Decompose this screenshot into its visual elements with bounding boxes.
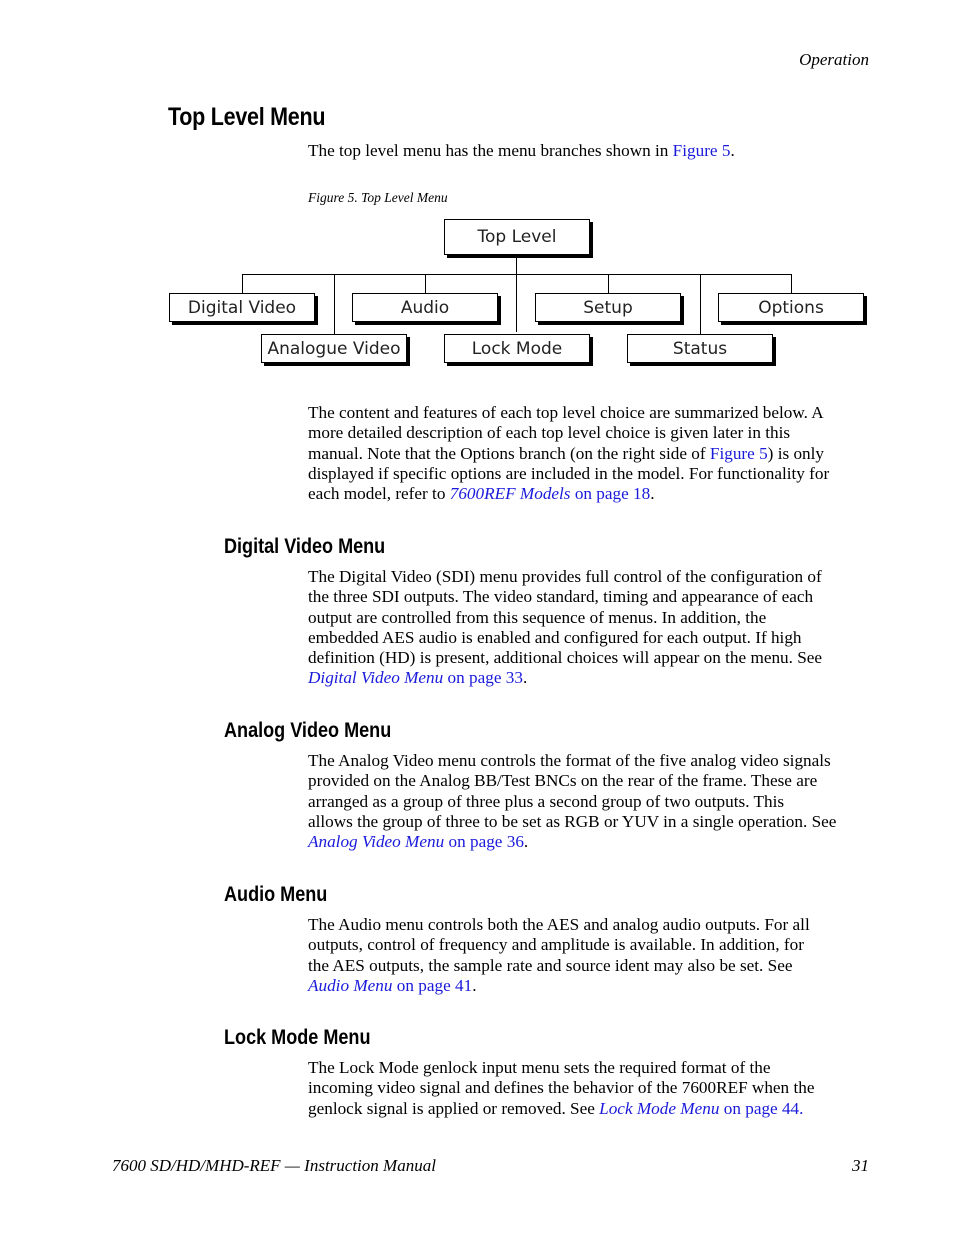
models-page-link[interactable]: 7600REF Models on page 18 bbox=[449, 484, 651, 504]
lock-mode-paragraph: The Lock Mode genlock input menu sets the required format of the incoming video signal and defines the behavior of the 7600REF when the genlock signal is applied or removed. See Lock Mode Menu on page 44. bbox=[308, 1058, 815, 1118]
menu-box-status: Status bbox=[627, 334, 773, 363]
figure-5-link[interactable]: Figure 5 bbox=[672, 141, 731, 160]
menu-box-setup: Setup bbox=[535, 293, 681, 322]
analog-video-paragraph: The Analog Video menu controls the format of the five analog video signals provided on the Analog BB/Test BNCs on the rear of the frame. These are arranged as a group of three plus a second group of two outputs. This allows the group of three to be set as RGB or YUV in a single operation. See Analog Video Menu on page 36. bbox=[308, 751, 837, 852]
footer-manual-title: 7600 SD/HD/MHD-REF — Instruction Manual bbox=[112, 1156, 436, 1175]
intro-paragraph: The top level menu has the menu branches shown in Figure 5. bbox=[308, 141, 735, 160]
menu-box-options: Options bbox=[718, 293, 864, 322]
menu-box-audio: Audio bbox=[352, 293, 498, 322]
analog-video-menu-link[interactable]: Analog Video Menu on page 36 bbox=[308, 832, 524, 852]
figure-5-link[interactable]: Figure 5 bbox=[709, 443, 768, 463]
figure-caption: Figure 5. Top Level Menu bbox=[308, 190, 448, 205]
section-heading-analog-video: Analog Video Menu bbox=[224, 719, 392, 742]
footer-page-number: 31 bbox=[852, 1156, 869, 1175]
section-heading-audio: Audio Menu bbox=[224, 883, 328, 906]
audio-menu-link[interactable]: Audio Menu on page 41 bbox=[308, 975, 473, 995]
page-title: Top Level Menu bbox=[168, 103, 326, 131]
menu-box-top-level: Top Level bbox=[444, 219, 590, 255]
section-heading-digital-video: Digital Video Menu bbox=[224, 535, 386, 558]
audio-paragraph: The Audio menu controls both the AES and analog audio outputs. For all outputs, control of frequency and amplitude is available. In addition, for the AES outputs, the sample rate and source ident may also be set. See Audio Menu on page 41. bbox=[308, 915, 810, 995]
digital-video-menu-link[interactable]: Digital Video Menu on page 33 bbox=[308, 668, 523, 688]
running-header: Operation bbox=[799, 50, 869, 69]
summary-paragraph: The content and features of each top level choice are summarized below. A more detailed description of each top level choice is given later in this manual. Note that the Options branch (on the right side of Figure 5) is only displayed if specific options are included in the model. For functionality for each model, refer to 7600REF Models on page 18. bbox=[308, 403, 830, 504]
menu-tree-diagram bbox=[168, 218, 868, 368]
menu-box-analogue-video: Analogue Video bbox=[261, 334, 407, 363]
section-heading-lock-mode: Lock Mode Menu bbox=[224, 1026, 371, 1049]
menu-box-digital-video: Digital Video bbox=[169, 293, 315, 322]
menu-box-lock-mode: Lock Mode bbox=[444, 334, 590, 363]
lock-mode-menu-link[interactable]: Lock Mode Menu on page 44 bbox=[599, 1098, 800, 1118]
digital-video-paragraph: The Digital Video (SDI) menu provides full control of the configuration of the three SDI outputs. The video standard, timing and appearance of each output are controlled from this sequence of menus. In addition, the embedded AES audio is enabled and configured for each output. If high definition (HD) is present, additional choices will appear on the menu. See Digital Video Menu on page 33. bbox=[308, 567, 823, 688]
